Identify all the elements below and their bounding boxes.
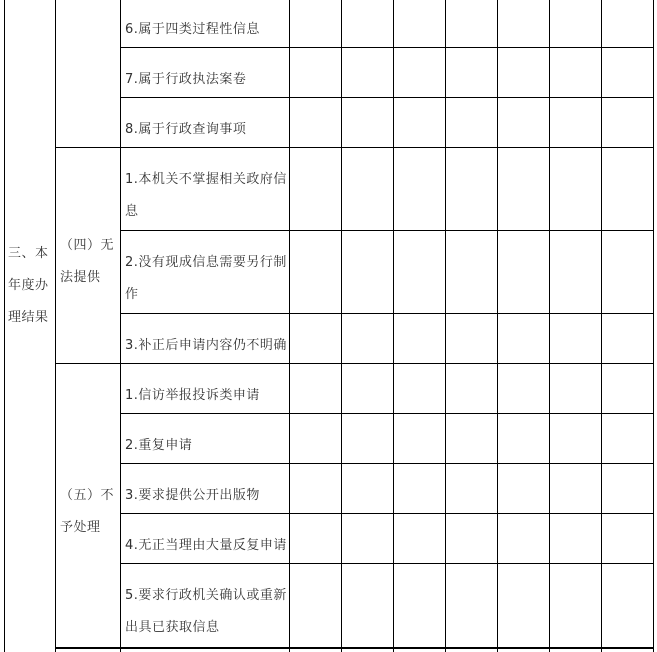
row-label: 3.补正后申请内容仍不明确 bbox=[125, 338, 287, 353]
grid-line bbox=[120, 413, 654, 414]
row-label-line: 出具已获取信息 bbox=[125, 620, 220, 635]
grid-line bbox=[120, 513, 654, 514]
grid-line bbox=[55, 0, 56, 652]
section-label bbox=[8, 238, 49, 334]
row-label: 1.信访举报投诉类申请 bbox=[125, 388, 260, 403]
group-four-label bbox=[60, 230, 114, 294]
grid-line bbox=[120, 47, 654, 48]
row-label-line: 息 bbox=[125, 204, 139, 219]
group-label-line: 法提供 bbox=[60, 270, 101, 285]
grid-line bbox=[120, 463, 654, 464]
grid-line bbox=[55, 147, 654, 148]
section-label-line: 理结果 bbox=[8, 310, 49, 325]
group-label-line: （五）不 bbox=[60, 488, 115, 503]
row-label-line: 1.本机关不掌握相关政府信 bbox=[125, 172, 287, 187]
grid-line bbox=[4, 0, 5, 652]
row-label: 4.无正当理由大量反复申请 bbox=[125, 538, 287, 553]
row-label: 6.属于四类过程性信息 bbox=[125, 22, 260, 37]
row-label: 8.属于行政查询事项 bbox=[125, 122, 247, 137]
grid-line bbox=[120, 97, 654, 98]
group-five-label bbox=[60, 480, 114, 544]
row-label-line: 2.没有现成信息需要另行制 bbox=[125, 255, 287, 270]
row-label-line: 5.要求行政机关确认或重新 bbox=[125, 588, 287, 603]
group-label-line: 予处理 bbox=[60, 520, 101, 535]
row-label: 7.属于行政执法案卷 bbox=[125, 72, 247, 87]
grid-line bbox=[120, 563, 654, 564]
section-label-line: 年度办 bbox=[8, 278, 49, 293]
grid-line bbox=[120, 313, 654, 314]
grid-line bbox=[55, 363, 654, 364]
grid-line bbox=[120, 230, 654, 231]
section-label-line: 三、本 bbox=[8, 246, 49, 261]
row-label bbox=[125, 580, 287, 644]
row-label bbox=[125, 164, 287, 228]
row-label-line: 作 bbox=[125, 287, 139, 302]
row-label: 3.要求提供公开出版物 bbox=[125, 488, 260, 503]
grid-line bbox=[55, 647, 654, 649]
group-label-line: （四）无 bbox=[60, 238, 115, 253]
row-label: 2.重复申请 bbox=[125, 438, 193, 453]
row-label bbox=[125, 247, 287, 311]
